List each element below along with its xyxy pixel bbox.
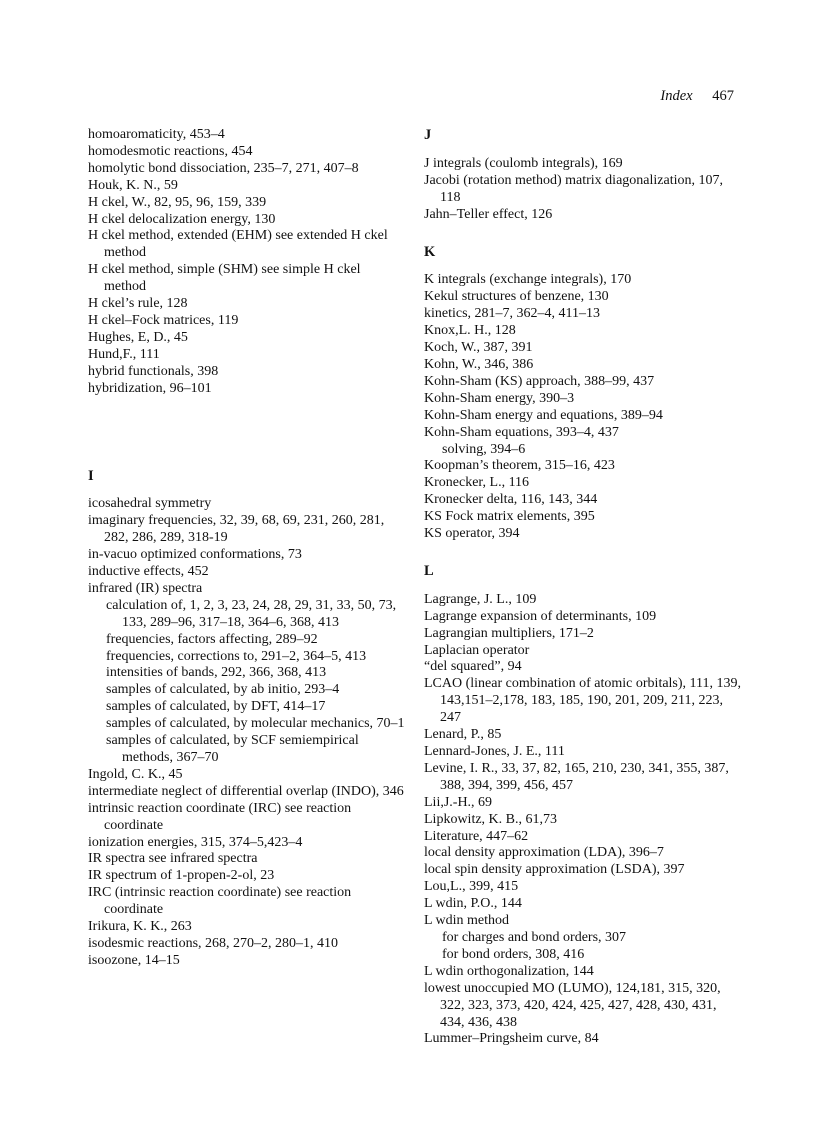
index-entry: infrared (IR) spectra — [88, 580, 203, 596]
index-entry: imaginary frequencies, 32, 39, 68, 69, 231, 260, 281, 282, 286, 289, 318-19 — [88, 513, 385, 546]
index-entry: Kekul structures of benzene, 130 — [424, 289, 609, 305]
index-subentry: samples of calculated, by molecular mechanics, 70–1 — [106, 716, 405, 732]
header-label: Index — [660, 88, 693, 104]
index-subentry: intensities of bands, 292, 366, 368, 413 — [106, 665, 327, 681]
index-entry: Jahn–Teller effect, 126 — [424, 206, 553, 222]
index-entry: Koopman’s theorem, 315–16, 423 — [424, 458, 615, 474]
index-entry: Lagrange expansion of determinants, 109 — [424, 608, 657, 624]
index-entry: in-vacuo optimized conformations, 73 — [88, 547, 302, 563]
page-number: 467 — [712, 88, 734, 104]
index-entry: Lagrange, J. L., 109 — [424, 591, 537, 607]
index-entry: Lummer–Pringsheim curve, 84 — [424, 1031, 599, 1047]
index-entry: H ckel method, extended (EHM) see extended H ckel method — [88, 228, 388, 261]
index-entry: Lou,L., 399, 415 — [424, 879, 519, 895]
index-entry: L wdin, P.O., 144 — [424, 896, 522, 912]
index-entry: Lii,J.-H., 69 — [424, 794, 493, 810]
index-entry: L wdin orthogonalization, 144 — [424, 963, 594, 979]
index-subentry: samples of calculated, by SCF semiempirical methods, 367–70 — [106, 733, 359, 765]
index-subentry: calculation of, 1, 2, 3, 23, 24, 28, 29, 31, 33, 50, 73, 133, 289–96, 317–18, 364–6, 368, 413 — [106, 597, 397, 630]
section-letter-k: K — [424, 243, 436, 260]
index-entry: homolytic bond dissociation, 235–7, 271, 407–8 — [88, 160, 359, 176]
index-entry: Lipkowitz, K. B., 61,73 — [424, 811, 557, 827]
index-entry: Kohn-Sham (KS) approach, 388–99, 437 — [424, 373, 655, 389]
index-entry: Levine, I. R., 33, 37, 82, 165, 210, 230, 341, 355, 387, 388, 394, 399, 456, 457 — [424, 760, 729, 793]
index-entry: “del squared”, 94 — [424, 659, 522, 675]
index-entry: Knox,L. H., 128 — [424, 323, 516, 339]
index-entry: KS operator, 394 — [424, 526, 520, 542]
index-entry: Lennard-Jones, J. E., 111 — [424, 744, 565, 759]
index-entry: inductive effects, 452 — [88, 564, 209, 580]
index-entry: KS Fock matrix elements, 395 — [424, 509, 595, 525]
index-entry: lowest unoccupied MO (LUMO), 124,181, 315, 320, 322, 323, 373, 420, 424, 425, 427, 428, 430, 431, 434, 436, 438 — [424, 980, 721, 1030]
index-entry: Jacobi (rotation method) matrix diagonalization, 107, 118 — [424, 172, 723, 205]
index-subentry: for bond orders, 308, 416 — [442, 946, 585, 962]
index-entry: Laplacian operator — [424, 642, 530, 658]
index-entry: Lenard, P., 85 — [424, 727, 502, 743]
index-entry: hybridization, 96–101 — [88, 380, 212, 396]
index-entry: local spin density approximation (LSDA), 397 — [424, 862, 685, 878]
index-entry: H ckel’s rule, 128 — [88, 296, 188, 312]
index-entry: J integrals (coulomb integrals), 169 — [424, 155, 623, 171]
index-column-right — [424, 127, 742, 1048]
index-entry: local density approximation (LDA), 396–7 — [424, 845, 664, 861]
index-entry: Kronecker, L., 116 — [424, 475, 530, 491]
index-subentry: frequencies, factors affecting, 289–92 — [106, 631, 318, 647]
index-entry: hybrid functionals, 398 — [88, 363, 219, 379]
index-entry: Hund,F., 111 — [88, 346, 160, 362]
index-entry: Irikura, K. K., 263 — [88, 919, 192, 935]
index-entry: isodesmic reactions, 268, 270–2, 280–1, 410 — [88, 935, 339, 951]
index-entry: Kohn, W., 346, 386 — [424, 356, 534, 372]
index-entry: H ckel method, simple (SHM) see simple H ckel method — [88, 262, 361, 295]
index-entry: L wdin method — [424, 913, 510, 929]
index-entry: K integrals (exchange integrals), 170 — [424, 272, 632, 288]
index-entry: ionization energies, 315, 374–5,423–4 — [88, 834, 303, 850]
index-entry: Kohn-Sham equations, 393–4, 437 — [424, 424, 619, 440]
section-letter-i: I — [88, 467, 94, 484]
index-entry: Literature, 447–62 — [424, 828, 529, 844]
index-column-left — [88, 127, 406, 970]
index-subentry: for charges and bond orders, 307 — [442, 929, 627, 945]
section-letter-j: J — [424, 127, 432, 143]
index-entry: icosahedral symmetry — [88, 496, 212, 512]
index-entry: Kohn-Sham energy, 390–3 — [424, 390, 575, 406]
index-entry: isoozone, 14–15 — [88, 952, 180, 968]
index-subentry: frequencies, corrections to, 291–2, 364–5, 413 — [106, 648, 367, 664]
index-entry: intrinsic reaction coordinate (IRC) see reaction coordinate — [88, 800, 352, 833]
index-entry: Hughes, E, D., 45 — [88, 329, 188, 345]
index-entry: intermediate neglect of differential overlap (INDO), 346 — [88, 783, 404, 799]
index-entry: Kronecker delta, 116, 143, 344 — [424, 492, 598, 508]
index-entry: H ckel–Fock matrices, 119 — [88, 312, 239, 328]
index-entry: IR spectra see infrared spectra — [88, 851, 258, 867]
index-entry: Houk, K. N., 59 — [88, 177, 178, 193]
index-entry: homoaromaticity, 453–4 — [88, 127, 225, 142]
index-entry: IR spectrum of 1-propen-2-ol, 23 — [88, 868, 275, 884]
index-entry: Koch, W., 387, 391 — [424, 340, 533, 356]
index-entry: kinetics, 281–7, 362–4, 411–13 — [424, 306, 601, 322]
index-entry: LCAO (linear combination of atomic orbitals), 111, 139, 143,151–2,178, 183, 185, 190, 201, 209, 211, 223, 247 — [424, 676, 742, 726]
section-letter-l: L — [424, 562, 434, 579]
index-subentry: solving, 394–6 — [442, 441, 526, 457]
index-entry: Kohn-Sham energy and equations, 389–94 — [424, 407, 663, 423]
index-entry: H ckel delocalization energy, 130 — [88, 211, 276, 227]
index-entry: Ingold, C. K., 45 — [88, 766, 183, 782]
index-entry: homodesmotic reactions, 454 — [88, 143, 253, 159]
index-subentry: samples of calculated, by DFT, 414–17 — [106, 699, 326, 715]
index-entry: H ckel, W., 82, 95, 96, 159, 339 — [88, 194, 267, 210]
running-header — [660, 88, 734, 105]
index-entry: Lagrangian multipliers, 171–2 — [424, 625, 594, 641]
index-entry: IRC (intrinsic reaction coordinate) see reaction coordinate — [88, 885, 352, 918]
index-subentry: samples of calculated, by ab initio, 293–4 — [106, 682, 340, 698]
